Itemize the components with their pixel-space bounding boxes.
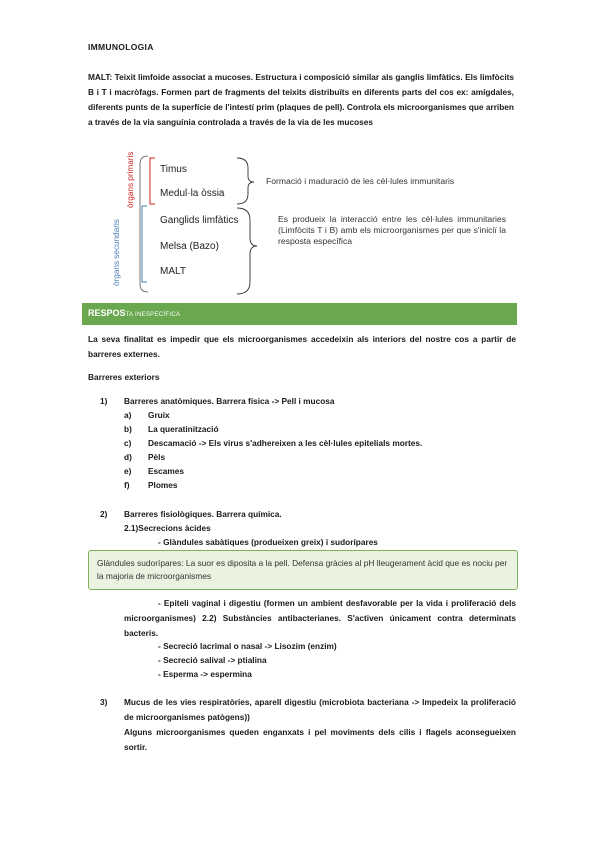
banner-title: RESPOS	[88, 308, 126, 318]
primary-organs-note: Formació i maduració de les cèl·lules immunitaris	[266, 176, 455, 186]
barreres-title: Barreres exteriors	[88, 372, 160, 382]
section1-list	[124, 408, 422, 492]
list-item: - Esperma -> espermina	[158, 669, 252, 679]
section1-title	[100, 394, 335, 408]
organ-medulla: Medul·la òssia	[160, 188, 225, 199]
intro-paragraph: MALT: Teixit limfoide associat a mucoses. Estructura i composició similar als ganglis limfàtics. Els limfòcits B i T i macròfags. Formen part de fragments del teixits distribuïts en diferents parts del cos ex: amígdales, diferents punts de la superfície de l'intestí prim (plaques de pell). Controla els microorganismes que arriben a través de la via sanguínia controlada a través de la via de les mucoses	[88, 72, 514, 127]
item-letter: b)	[124, 424, 132, 434]
item-letter: f)	[124, 480, 130, 490]
organ-melsa: Melsa (Bazo)	[160, 241, 219, 252]
list-item: - Secreció lacrimal o nasal -> Lisozim (enzim)	[158, 641, 337, 651]
section1-title-text: Barreres anatòmiques. Barrera física -> Pell i mucosa	[124, 396, 335, 406]
item-text: Plomes	[148, 480, 178, 490]
secondary-organs-note: Es produeix la interacció entre les cèl·lules immunitaries (Limfòcits T i B) amb els microorganismes per que s'iniciï la resposta específica	[278, 214, 506, 246]
list-item	[124, 408, 422, 422]
item-text: Escames	[148, 466, 184, 476]
item-letter: c)	[124, 438, 132, 448]
section3-extra-text: Alguns microorganismes queden enganxats i pel moviments dels cilis i flagels aconsegueixen sortir.	[124, 727, 516, 752]
secondary-organs-label: òrgans secundaris	[112, 219, 121, 286]
primary-organs-label: òrgans primaris	[126, 151, 135, 208]
organ-ganglis: Ganglids limfàtics	[160, 215, 239, 226]
item-text: Pèls	[148, 452, 166, 462]
section2-title	[100, 507, 282, 521]
section2-subtitle: 2.1)Secrecions àcides	[124, 523, 211, 533]
list-item	[124, 464, 422, 478]
epiteli-paragraph	[124, 596, 516, 641]
organ-malt: MALT	[160, 266, 186, 277]
sudoripares-note-text: Glàndules sudorípares: La suor es diposita a la pell. Defensa gràcies al pH lleugerament àcid que es nociu per la majoria de microorganismes	[97, 558, 508, 581]
item-letter: e)	[124, 466, 132, 476]
item-text: La queratinització	[148, 424, 219, 434]
finalitat-paragraph: La seva finalitat es impedir que els microorganismes accedeixin als interiors del nostre cos a partir de barreres externes.	[88, 334, 516, 359]
section2-secretions-list	[158, 639, 337, 681]
list-item: - Secreció salival -> ptialina	[158, 655, 267, 665]
section3-title-text: Mucus de les vies respiratòries, aparell digestiu (microbiota bacteriana -> Impedeix la proliferació de microorganismes patògens))	[124, 697, 516, 722]
section1-number: 1)	[100, 396, 108, 406]
document-header: IMMUNOLOGIA	[88, 42, 154, 52]
section2-title-text: Barreres fisiològiques. Barrera química.	[124, 509, 282, 519]
organs-diagram	[100, 150, 520, 300]
section-banner	[82, 303, 517, 325]
glandules-line: - Glàndules sabàtiques (produeixen greix) i sudorípares	[158, 537, 378, 547]
section3-block	[100, 695, 516, 755]
item-letter: d)	[124, 452, 132, 462]
section3-number: 3)	[100, 697, 108, 707]
list-item	[124, 422, 422, 436]
organ-timus: Timus	[160, 164, 187, 175]
list-item	[124, 450, 422, 464]
list-item	[124, 436, 422, 450]
sudoripares-note-box	[88, 550, 518, 590]
banner-subtitle: TA INESPECÍFICA	[125, 312, 181, 318]
epiteli-text: - Epiteli vaginal i digestiu (formen un ambient desfavorable per la vida i proliferació dels microorganismes) 2.2) Substàncies antibacterianes. S'activen únicament contra determinats bacteris.	[124, 598, 516, 638]
section2-number: 2)	[100, 509, 108, 519]
item-text: Descamació -> Els virus s'adhereixen a les cèl·lules epitelials mortes.	[148, 438, 423, 448]
item-text: Gruix	[148, 410, 170, 420]
item-letter: a)	[124, 410, 132, 420]
list-item	[124, 478, 422, 492]
